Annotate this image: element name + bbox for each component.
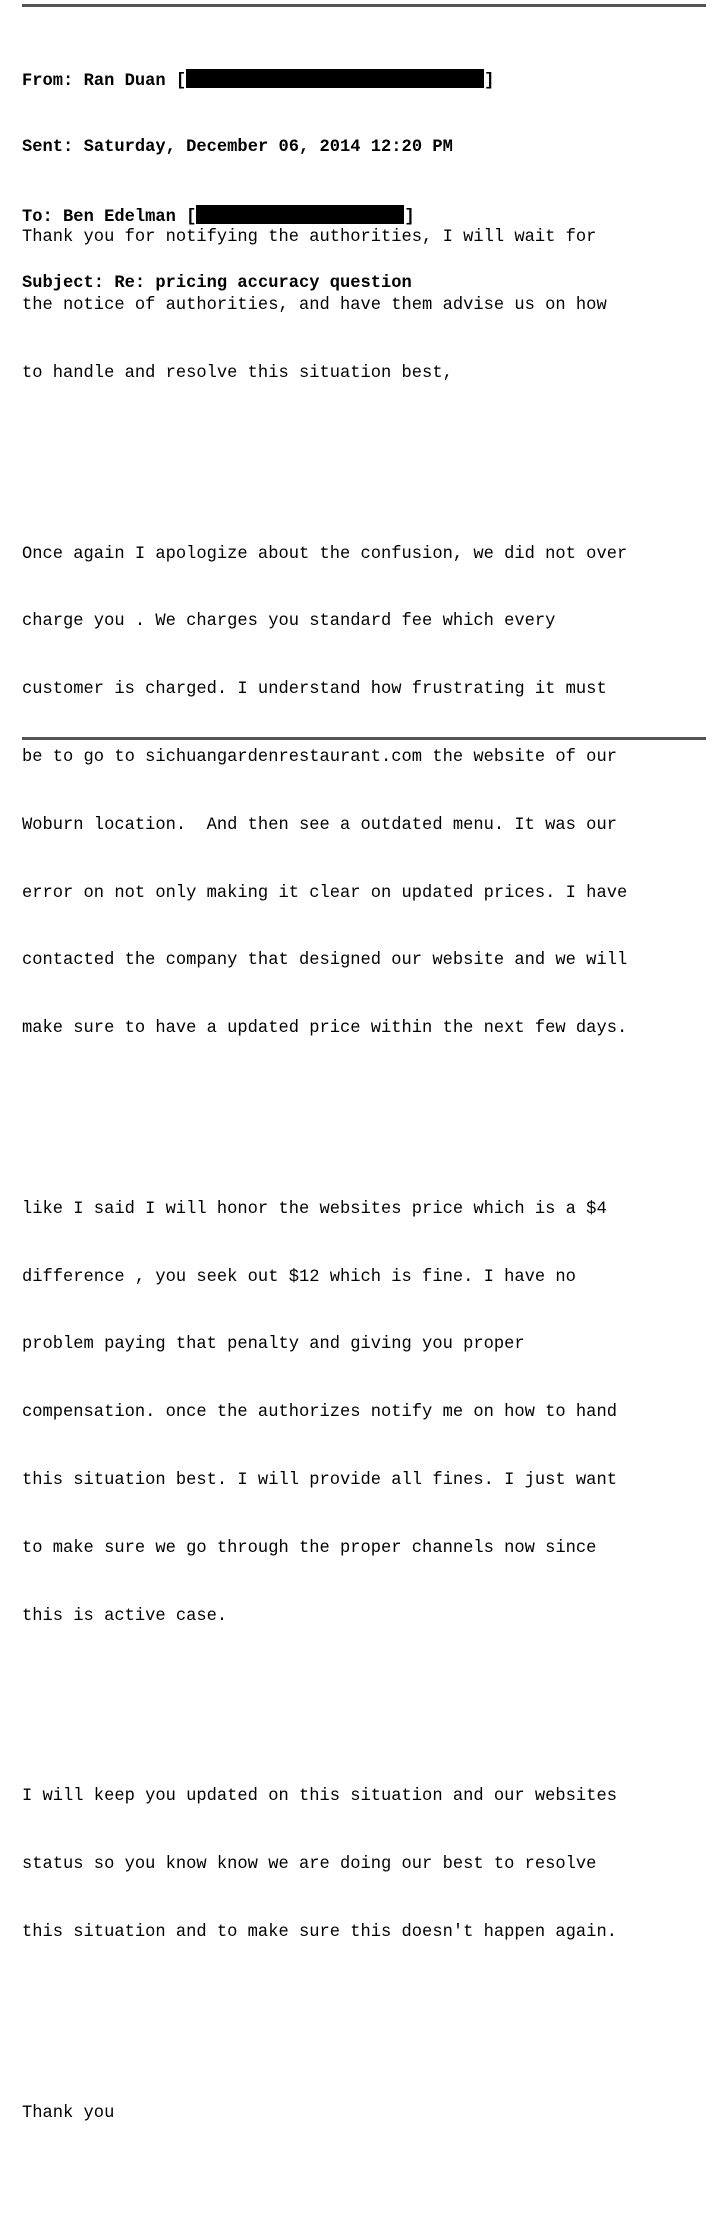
body-line: this situation and to make sure this doesn't happen again.	[22, 1922, 617, 1942]
to-close-bracket: ]	[404, 207, 415, 227]
to-label: To:	[22, 207, 64, 227]
body-line: Once again I apologize about the confusion, we did not over	[22, 544, 628, 564]
email-body	[22, 137, 627, 2216]
paragraph-3	[22, 1154, 627, 1674]
body-line: the notice of authorities, and have them advise us on how	[22, 296, 607, 316]
body-line: make sure to have a updated price within the next few days.	[22, 1019, 628, 1039]
body-line: to make sure we go through the proper channels now since	[22, 1538, 597, 1558]
sent-label: Sent:	[22, 137, 84, 157]
sent-value: Saturday, December 06, 2014 12:20 PM	[83, 137, 453, 157]
body-line: problem paying that penalty and giving you proper	[22, 1335, 525, 1355]
body-line: compensation. once the authorizes notify me on how to hand	[22, 1403, 617, 1423]
body-line: error on not only making it clear on updated prices. I have	[22, 883, 628, 903]
body-line: this is active case.	[22, 1606, 228, 1626]
body-line: customer is charged. I understand how frustrating it must	[22, 680, 607, 700]
paragraph-5	[22, 2057, 627, 2170]
from-label: From:	[22, 72, 84, 92]
body-line: Thank you for notifying the authorities, I will wait for	[22, 228, 597, 248]
paragraph-1	[22, 182, 627, 431]
body-line: difference , you seek out $12 which is fine. I have no	[22, 1267, 576, 1287]
body-line: to handle and resolve this situation best,	[22, 363, 453, 383]
body-line: Thank you	[22, 2103, 115, 2123]
body-line: Woburn location. And then see a outdated menu. It was our	[22, 815, 617, 835]
from-line	[22, 69, 494, 92]
body-line: I will keep you updated on this situation and our websites	[22, 1787, 617, 1807]
bottom-divider	[22, 737, 706, 740]
subject-value: Re: pricing accuracy question	[114, 273, 412, 293]
from-name: Ran Duan [	[83, 72, 187, 92]
body-line: this situation best. I will provide all fines. I just want	[22, 1471, 617, 1491]
paragraph-2	[22, 499, 627, 1086]
redacted-from-email	[186, 69, 484, 88]
body-line: like I said I will honor the websites price which is a $4	[22, 1199, 607, 1219]
body-line: contacted the company that designed our website and we will	[22, 951, 628, 971]
body-line: be to go to sichuangardenrestaurant.com the website of our	[22, 748, 617, 768]
paragraph-4	[22, 1741, 627, 1990]
to-name: Ben Edelman [	[63, 207, 197, 227]
subject-label: Subject:	[22, 273, 115, 293]
body-line: status so you know know we are doing our best to resolve	[22, 1855, 597, 1875]
body-line: charge you . We charges you standard fee which every	[22, 612, 556, 632]
from-close-bracket: ]	[484, 72, 495, 92]
top-divider	[22, 4, 706, 7]
